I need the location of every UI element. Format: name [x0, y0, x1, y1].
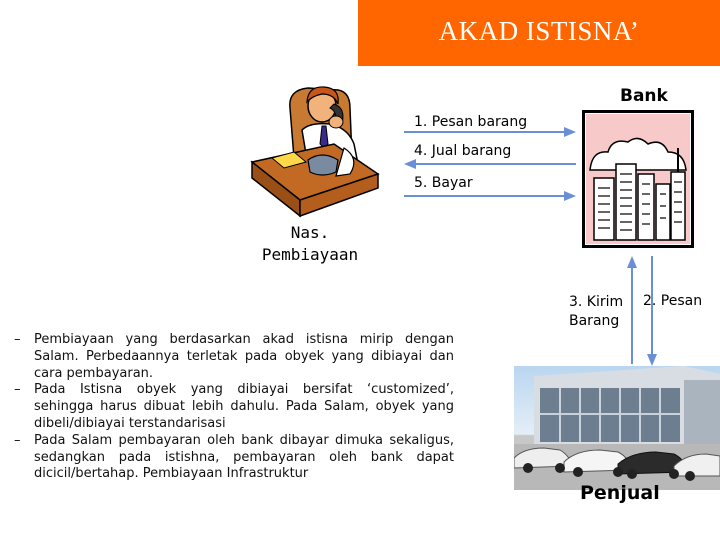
note-item: [14, 332, 454, 382]
arrow-down-icon: [647, 354, 657, 366]
kirim-line2: Barang: [569, 313, 620, 329]
note-text: Pada Salam pembayaran oleh bank dibayar dimuka sekaligus, sedangkan pada istishna, pembayaran oleh bank dapat dicicil/bertahap. Pembiayaan Infrastruktur: [34, 432, 454, 482]
bullet-dash: –: [14, 432, 21, 448]
showroom-illustration: [514, 366, 720, 490]
bank-building-icon: [582, 110, 694, 248]
flow-label-jual-barang: 4. Jual barang: [414, 143, 512, 159]
bullet-dash: –: [14, 332, 21, 347]
note-text: Pada Istisna obyek yang dibiayai bersifat ‘customized’, sehingga harus dibuat lebih dahulu. Pada Salam, obyek yang dibeli/dibiayai terstandarisasi: [34, 382, 454, 431]
penjual-label: Penjual: [580, 482, 660, 504]
arrow-right-icon: [564, 127, 576, 137]
nasabah-label: [240, 222, 380, 266]
flow-label-pesan-barang: 1. Pesan barang: [414, 114, 528, 130]
car-showroom-photo: [514, 366, 720, 490]
customer-at-desk-icon: [250, 78, 380, 223]
kirim-line1: 3. Kirim: [569, 294, 624, 310]
arrow-right-icon: [564, 191, 576, 201]
flow-label-bayar: 5. Bayar: [414, 175, 473, 191]
note-item: [14, 382, 454, 432]
title-bar: [358, 0, 720, 66]
flow-label-pesan: 2. Pesan: [643, 293, 703, 309]
vertical-flow-arrows: [622, 252, 662, 368]
nasabah-label-line1: Nas.: [290, 223, 330, 242]
notes-list: [14, 332, 454, 483]
note-text: Pembiayaan yang berdasarkan akad istisna mirip dengan Salam. Perbedaannya terletak pada obyek yang dibiayai dan cara pembayaran.: [34, 332, 454, 381]
bank-label: Bank: [620, 86, 668, 106]
slide-title: AKAD ISTISNA’: [438, 15, 640, 46]
note-item: [14, 433, 454, 483]
nasabah-label-line2: Pembiayaan: [261, 245, 359, 264]
bullet-dash: –: [14, 382, 21, 398]
arrow-up-icon: [627, 256, 637, 268]
arrow-left-icon: [404, 159, 416, 169]
flow-label-kirim-barang: [569, 293, 623, 331]
